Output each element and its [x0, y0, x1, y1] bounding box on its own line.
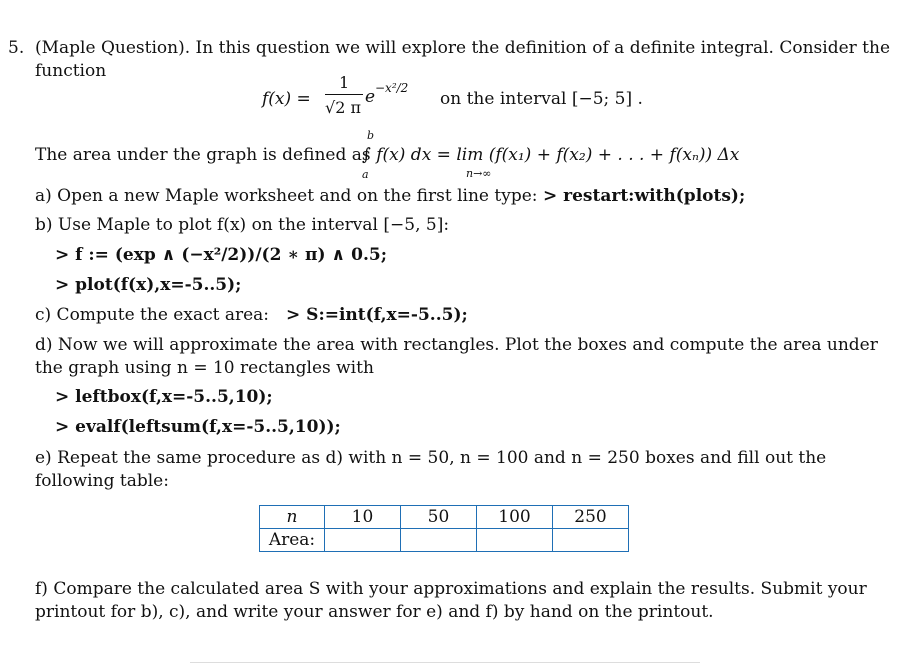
formula-exponent: −x²/2 — [375, 81, 409, 95]
formula-denominator: √2 π — [325, 98, 361, 117]
step-c-text: c) Compute the exact area: — [35, 305, 270, 325]
table-area-cell-10[interactable] — [325, 529, 401, 552]
step-d-line1: d) Now we will approximate the area with rectangles. Plot the boxes and compute the area under — [35, 335, 878, 355]
step-c-code: > S:=int(f,x=-5..5); — [286, 305, 468, 325]
formula-numerator: 1 — [339, 73, 350, 92]
table-area-cell-100[interactable] — [477, 529, 553, 552]
step-e-line1: e) Repeat the same procedure as d) with n = 50, n = 100 and n = 250 boxes and fill out the — [35, 448, 827, 468]
table-header-50: 50 — [401, 506, 477, 529]
step-e-line2: following table: — [35, 471, 169, 491]
table-header-10: 10 — [325, 506, 401, 529]
question-intro-line2: function — [35, 61, 107, 81]
area-integral-expression: ∫ f(x) dx = lim (f(x₁) + f(x₂) + . . . + f(xₙ)) Δx — [362, 145, 740, 165]
table-header-100: 100 — [477, 506, 553, 529]
formula-lhs: f(x) = — [262, 89, 311, 109]
step-b-code2: > plot(f(x),x=-5..5); — [55, 275, 242, 295]
area-prefix: The area under the graph is defined as — [35, 145, 371, 165]
step-a-text: a) Open a new Maple worksheet and on the first line type: — [35, 186, 538, 206]
step-d-code2: > evalf(leftsum(f,x=-5..5,10)); — [55, 417, 341, 437]
table-area-cell-50[interactable] — [401, 529, 477, 552]
formula-exp: e — [365, 87, 376, 107]
integral-upper-limit: b — [367, 129, 375, 142]
table-header-row — [260, 506, 629, 529]
step-d-code1: > leftbox(f,x=-5..5,10); — [55, 387, 273, 407]
step-a-code: > restart:with(plots); — [543, 186, 746, 206]
step-d-line2: the graph using n = 10 rectangles with — [35, 358, 374, 378]
fraction-bar — [325, 94, 363, 95]
table-area-cell-250[interactable] — [553, 529, 629, 552]
formula-interval: on the interval [−5; 5] . — [440, 89, 643, 109]
limit-subscript: n→∞ — [466, 167, 492, 180]
table-area-row — [260, 529, 629, 552]
table-header-250: 250 — [553, 506, 629, 529]
step-f-line1: f) Compare the calculated area S with your approximations and explain the results. Submit your — [35, 579, 867, 599]
question-intro-line1: (Maple Question). In this question we will explore the definition of a definite integral. Consider the — [35, 38, 891, 58]
integral-lower-limit: a — [362, 168, 369, 181]
bottom-divider — [190, 662, 700, 663]
area-table — [259, 505, 629, 552]
table-area-label: Area: — [260, 529, 325, 552]
step-f-line2: printout for b), c), and write your answer for e) and f) by hand on the printout. — [35, 602, 714, 622]
question-number: 5. — [8, 38, 25, 58]
step-b-text: b) Use Maple to plot f(x) on the interval [−5, 5]: — [35, 215, 450, 235]
table-header-n: n — [260, 506, 325, 529]
step-b-code1: > f := (exp ∧ (−x²/2))/(2 ∗ π) ∧ 0.5; — [55, 245, 387, 265]
